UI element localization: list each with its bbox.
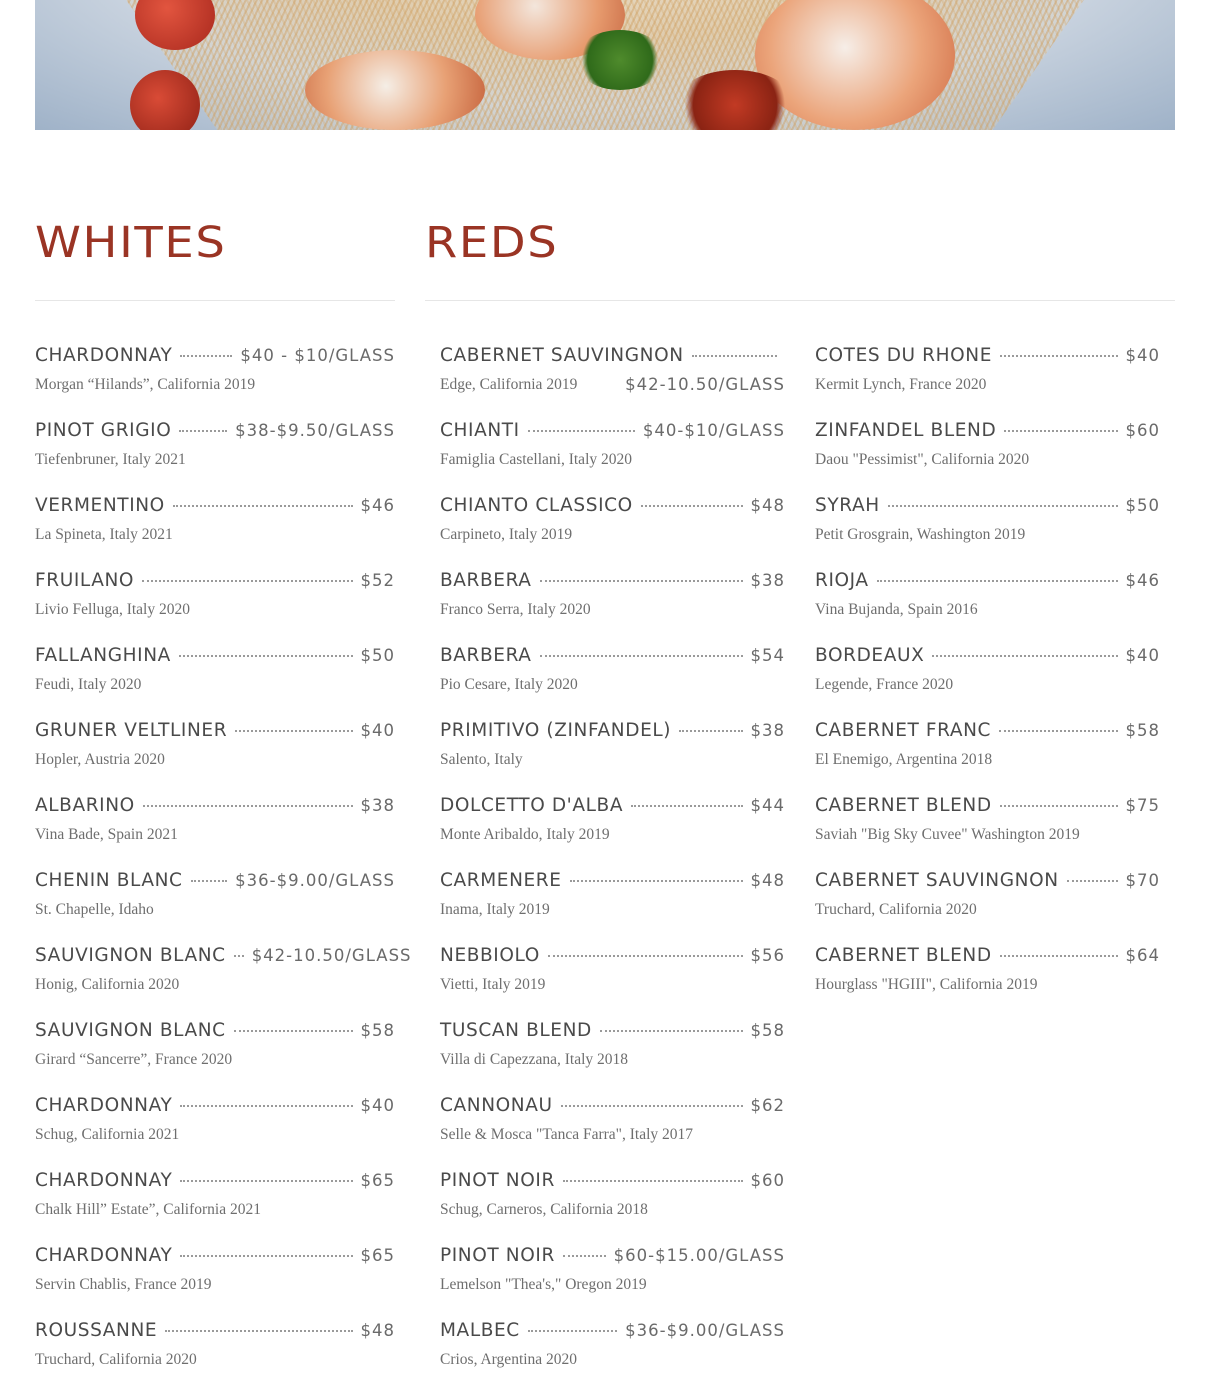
wine-item xyxy=(35,1235,395,1310)
wine-description: Chalk Hill” Estate”, California 2021 xyxy=(35,1201,261,1218)
wine-name: ALBARINO xyxy=(35,795,135,816)
wine-description: El Enemigo, Argentina 2018 xyxy=(815,751,993,768)
dot-leader xyxy=(563,1255,606,1257)
wine-name: PINOT NOIR xyxy=(440,1245,555,1266)
reds-list-2 xyxy=(815,335,1160,1010)
dot-leader xyxy=(692,355,777,357)
wine-price: $42-10.50/GLASS xyxy=(625,375,785,394)
wine-description: Tiefenbruner, Italy 2021 xyxy=(35,451,186,468)
wine-name: BARBERA xyxy=(440,570,532,591)
dot-leader xyxy=(561,1105,743,1107)
wine-description: Hopler, Austria 2020 xyxy=(35,751,165,768)
wine-item xyxy=(440,635,785,710)
wine-description: Lemelson "Thea's," Oregon 2019 xyxy=(440,1276,647,1293)
wine-price: $38 xyxy=(750,571,785,590)
wine-description: Kermit Lynch, France 2020 xyxy=(815,376,987,393)
dot-leader xyxy=(234,1030,353,1032)
dot-leader xyxy=(180,1255,352,1257)
wine-price: $65 xyxy=(360,1171,395,1190)
wine-price: $40 xyxy=(1125,646,1160,665)
wine-item xyxy=(815,335,1160,410)
parsley xyxy=(575,30,665,90)
wine-price: $60 xyxy=(1125,421,1160,440)
wine-item xyxy=(35,710,395,785)
wine-description: Edge, California 2019 xyxy=(440,376,578,393)
wine-name: CHARDONNAY xyxy=(35,345,173,366)
whites-list xyxy=(35,335,412,1385)
wine-name: CHARDONNAY xyxy=(35,1095,173,1116)
shrimp-2 xyxy=(305,50,485,130)
dot-leader xyxy=(540,580,743,582)
dot-leader xyxy=(180,355,232,357)
wine-price: $42-10.50/GLASS xyxy=(251,946,412,965)
wine-name: BARBERA xyxy=(440,645,532,666)
dot-leader xyxy=(1004,430,1117,432)
dot-leader xyxy=(165,1330,352,1332)
dot-leader xyxy=(1000,955,1118,957)
wine-description: Monte Aribaldo, Italy 2019 xyxy=(440,826,610,843)
wine-item xyxy=(815,710,1160,785)
dot-leader xyxy=(600,1030,743,1032)
wine-price: $75 xyxy=(1125,796,1160,815)
wine-item xyxy=(440,1085,785,1160)
wine-name: PINOT NOIR xyxy=(440,1170,555,1191)
wine-item xyxy=(35,410,395,485)
wine-price: $44 xyxy=(750,796,785,815)
wine-name: NEBBIOLO xyxy=(440,945,540,966)
wine-item xyxy=(35,1010,395,1085)
wine-price: $58 xyxy=(360,1021,395,1040)
wine-description: Morgan “Hilands”, California 2019 xyxy=(35,376,256,393)
dot-leader xyxy=(1000,805,1118,807)
wine-name: RIOJA xyxy=(815,570,869,591)
wine-price: $46 xyxy=(1125,571,1160,590)
wine-description: Truchard, California 2020 xyxy=(35,1351,197,1368)
wine-item xyxy=(815,635,1160,710)
wine-price: $36-$9.00/GLASS xyxy=(235,871,395,890)
wine-price: $40 xyxy=(1125,346,1160,365)
wine-name: SAUVIGNON BLANC xyxy=(35,1020,226,1041)
wine-item xyxy=(35,560,395,635)
wine-description: Saviah "Big Sky Cuvee" Washington 2019 xyxy=(815,826,1080,843)
wine-item xyxy=(440,335,785,410)
wine-price: $65 xyxy=(360,1246,395,1265)
wine-description: Honig, California 2020 xyxy=(35,976,180,993)
wine-name: CHARDONNAY xyxy=(35,1170,173,1191)
wine-name: CHARDONNAY xyxy=(35,1245,173,1266)
wine-price: $40 xyxy=(360,721,395,740)
dot-leader xyxy=(888,505,1118,507)
wine-name: FALLANGHINA xyxy=(35,645,171,666)
wine-description: Daou "Pessimist", California 2020 xyxy=(815,451,1030,468)
wine-name: ROUSSANNE xyxy=(35,1320,158,1341)
wine-description: Crios, Argentina 2020 xyxy=(440,1351,578,1368)
wine-description: Livio Felluga, Italy 2020 xyxy=(35,601,190,618)
dot-leader xyxy=(631,805,742,807)
wine-description: Legende, France 2020 xyxy=(815,676,954,693)
wine-price: $40 xyxy=(360,1096,395,1115)
dot-leader xyxy=(173,505,353,507)
dot-leader xyxy=(191,880,228,882)
dot-leader xyxy=(563,1180,743,1182)
wine-item xyxy=(440,485,785,560)
wine-price: $64 xyxy=(1125,946,1160,965)
wine-item xyxy=(440,710,785,785)
wine-price: $60 xyxy=(750,1171,785,1190)
wine-name: CHIANTI xyxy=(440,420,520,441)
wine-description: Girard “Sancerre”, France 2020 xyxy=(35,1051,233,1068)
wine-description: Vina Bujanda, Spain 2016 xyxy=(815,601,978,618)
wine-item xyxy=(440,1235,785,1310)
wine-name: TUSCAN BLEND xyxy=(440,1020,592,1041)
wine-price: $48 xyxy=(750,496,785,515)
wine-price: $40-$10/GLASS xyxy=(642,421,785,440)
wine-item xyxy=(815,560,1160,635)
dot-leader xyxy=(142,580,352,582)
wine-name: CHIANTO CLASSICO xyxy=(440,495,633,516)
dot-leader xyxy=(1000,355,1117,357)
wine-description: Hourglass "HGIII", California 2019 xyxy=(815,976,1038,993)
dot-leader xyxy=(540,655,743,657)
wine-item xyxy=(815,860,1160,935)
wine-name: ZINFANDEL BLEND xyxy=(815,420,997,441)
wine-name: COTES DU RHONE xyxy=(815,345,993,366)
wine-name: CANNONAU xyxy=(440,1095,553,1116)
wine-item xyxy=(440,860,785,935)
wine-price: $40 - $10/GLASS xyxy=(240,346,395,365)
wine-name: PINOT GRIGIO xyxy=(35,420,172,441)
wine-name: CABERNET BLEND xyxy=(815,945,992,966)
dot-leader xyxy=(234,955,244,957)
wine-price: $50 xyxy=(360,646,395,665)
wine-description: Villa di Capezzana, Italy 2018 xyxy=(440,1051,629,1068)
wine-name: GRUNER VELTLINER xyxy=(35,720,228,741)
reds-list-1 xyxy=(440,335,785,1385)
wine-description: Petit Grosgrain, Washington 2019 xyxy=(815,526,1026,543)
wine-description: Truchard, California 2020 xyxy=(815,901,977,918)
dot-leader xyxy=(528,1330,617,1332)
wine-item xyxy=(440,410,785,485)
wine-description: Vietti, Italy 2019 xyxy=(440,976,546,993)
wine-name: VERMENTINO xyxy=(35,495,165,516)
wine-description: Vina Bade, Spain 2021 xyxy=(35,826,178,843)
wine-name: CABERNET BLEND xyxy=(815,795,992,816)
wine-item xyxy=(440,935,785,1010)
wine-item xyxy=(35,860,395,935)
wine-item xyxy=(815,785,1160,860)
wine-item xyxy=(815,410,1160,485)
dot-leader xyxy=(180,1105,352,1107)
wine-item xyxy=(35,1085,395,1160)
dot-leader xyxy=(1067,880,1118,882)
wine-item xyxy=(815,935,1160,1010)
wine-name: SAUVIGNON BLANC xyxy=(35,945,226,966)
wine-name: MALBEC xyxy=(440,1320,520,1341)
wine-price: $38 xyxy=(750,721,785,740)
wine-item xyxy=(35,485,395,560)
wine-price: $54 xyxy=(750,646,785,665)
wine-item xyxy=(35,785,395,860)
wine-price: $56 xyxy=(750,946,785,965)
wine-price: $60-$15.00/GLASS xyxy=(613,1246,785,1265)
wine-name: CABERNET FRANC xyxy=(815,720,992,741)
wine-name: BORDEAUX xyxy=(815,645,925,666)
reds-divider xyxy=(425,300,1175,301)
wine-item xyxy=(35,935,412,1010)
wine-item xyxy=(35,635,395,710)
dot-leader xyxy=(235,730,352,732)
dot-leader xyxy=(548,955,743,957)
wine-price: $48 xyxy=(750,871,785,890)
dot-leader xyxy=(180,1180,352,1182)
wine-price: $62 xyxy=(750,1096,785,1115)
wine-description: Franco Serra, Italy 2020 xyxy=(440,601,591,618)
dot-leader xyxy=(877,580,1118,582)
wine-price: $48 xyxy=(360,1321,395,1340)
wine-name: SYRAH xyxy=(815,495,880,516)
wine-description: Inama, Italy 2019 xyxy=(440,901,550,918)
whites-heading: WHITES xyxy=(35,218,227,268)
dot-leader xyxy=(641,505,743,507)
wine-description: Selle & Mosca "Tanca Farra", Italy 2017 xyxy=(440,1126,694,1143)
wine-description: Pio Cesare, Italy 2020 xyxy=(440,676,578,693)
dot-leader xyxy=(932,655,1117,657)
wine-item xyxy=(35,1310,395,1385)
wine-price: $52 xyxy=(360,571,395,590)
wine-item xyxy=(440,785,785,860)
wine-item xyxy=(440,1160,785,1235)
wine-price: $58 xyxy=(1125,721,1160,740)
wine-price: $38 xyxy=(360,796,395,815)
wine-description: La Spineta, Italy 2021 xyxy=(35,526,173,543)
dot-leader xyxy=(179,430,227,432)
wine-name: FRUILANO xyxy=(35,570,135,591)
dot-leader xyxy=(570,880,743,882)
dot-leader xyxy=(528,430,635,432)
reds-heading: REDS xyxy=(425,218,559,268)
dot-leader xyxy=(999,730,1117,732)
dot-leader xyxy=(679,730,742,732)
wine-price: $46 xyxy=(360,496,395,515)
wine-description: Carpineto, Italy 2019 xyxy=(440,526,573,543)
wine-description: Servin Chablis, France 2019 xyxy=(35,1276,212,1293)
wine-item xyxy=(815,485,1160,560)
dot-leader xyxy=(179,655,353,657)
wine-description: Feudi, Italy 2020 xyxy=(35,676,142,693)
wine-price: $36-$9.00/GLASS xyxy=(625,1321,785,1340)
wine-price: $50 xyxy=(1125,496,1160,515)
wine-item xyxy=(440,560,785,635)
wine-price: $38-$9.50/GLASS xyxy=(235,421,395,440)
wine-item xyxy=(35,1160,395,1235)
wine-description: Famiglia Castellani, Italy 2020 xyxy=(440,451,632,468)
wine-description: St. Chapelle, Idaho xyxy=(35,901,154,918)
wine-item xyxy=(35,335,395,410)
wine-description: Salento, Italy xyxy=(440,751,523,768)
wine-description: Schug, California 2021 xyxy=(35,1126,180,1143)
wine-price: $70 xyxy=(1125,871,1160,890)
whites-divider xyxy=(35,300,395,301)
wine-name: PRIMITIVO (ZINFANDEL) xyxy=(440,720,672,741)
wine-name: CABERNET SAUVINGNON xyxy=(815,870,1059,891)
wine-name: CARMENERE xyxy=(440,870,562,891)
wine-description: Schug, Carneros, California 2018 xyxy=(440,1201,648,1218)
wine-name: CHENIN BLANC xyxy=(35,870,183,891)
wine-item xyxy=(440,1310,785,1385)
wine-name: DOLCETTO D'ALBA xyxy=(440,795,624,816)
wine-name: CABERNET SAUVINGNON xyxy=(440,345,684,366)
wine-price: $58 xyxy=(750,1021,785,1040)
dot-leader xyxy=(143,805,353,807)
hero-food-image xyxy=(35,0,1175,130)
wine-item xyxy=(440,1010,785,1085)
